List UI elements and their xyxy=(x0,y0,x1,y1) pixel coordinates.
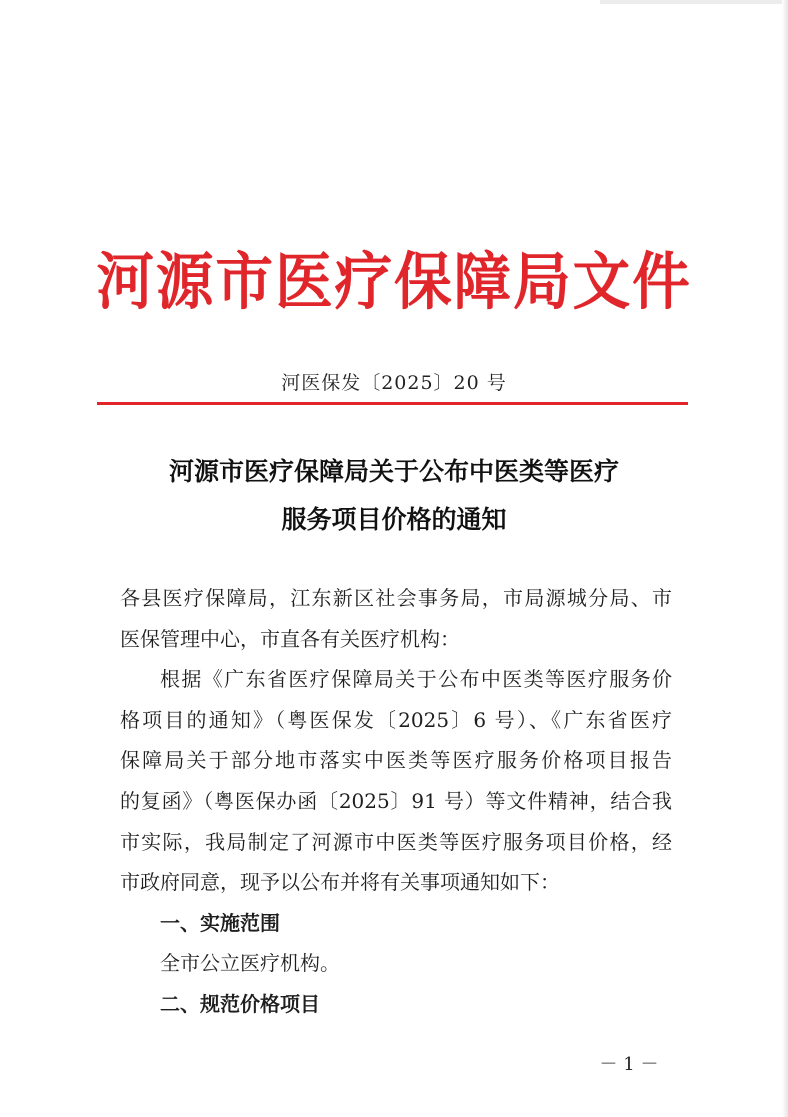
document-number: 河医保发〔2025〕20 号 xyxy=(281,372,507,394)
paragraph-1-line-2: 格项目的通知》（粤医保发〔2025〕6 号）、《广东省医疗 xyxy=(120,707,672,732)
document-masthead: 河源市医疗保障局文件 xyxy=(96,245,692,318)
page-edge-top xyxy=(600,0,788,4)
title-line-1: 河源市医疗保障局关于公布中医类等医疗 xyxy=(168,457,619,486)
page-edge-right xyxy=(782,0,788,1117)
addressee-line-2: 医保管理中心，市直各有关医疗机构： xyxy=(120,626,460,651)
paragraph-1-line-1: 根据《广东省医疗保障局关于公布中医类等医疗服务价 xyxy=(160,667,672,692)
document-title xyxy=(0,448,788,544)
section-1-heading: 一、实施范围 xyxy=(160,910,280,935)
page-number: － 1 － xyxy=(599,1054,659,1075)
paragraph-1-line-5: 市实际，我局制定了河源市中医类等医疗服务项目价格，经 xyxy=(120,829,672,854)
addressee-line-1: 各县医疗保障局，江东新区社会事务局，市局源城分局、市 xyxy=(120,586,672,610)
section-1-text: 全市公立医疗机构。 xyxy=(160,951,340,976)
paragraph-1-line-4: 的复函》（粤医保办函〔2025〕91 号）等文件精神，结合我 xyxy=(120,788,672,813)
paragraph-1-line-3: 保障局关于部分地市落实中医类等医疗服务价格项目报告 xyxy=(120,748,672,773)
paragraph-1-line-6: 市政府同意，现予以公布并将有关事项通知如下： xyxy=(120,870,560,895)
section-2-heading: 二、规范价格项目 xyxy=(160,991,320,1016)
title-line-2: 服务项目价格的通知 xyxy=(281,505,507,534)
document-body xyxy=(120,578,672,1025)
red-separator-line xyxy=(97,402,688,405)
